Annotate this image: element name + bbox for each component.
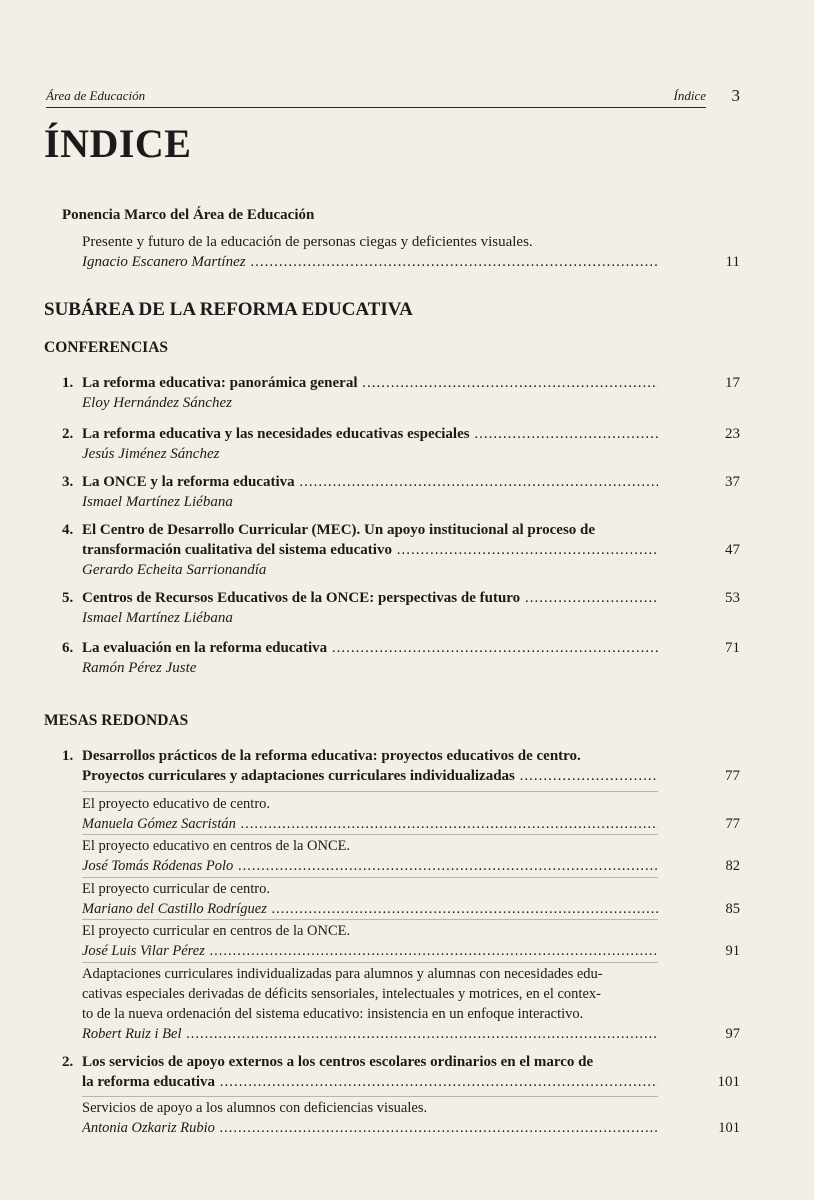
page-title: ÍNDICE (44, 121, 192, 166)
entry-page: 17 (725, 375, 740, 391)
sub-page: 91 (725, 943, 740, 959)
entry-title-line-1: El Centro de Desarrollo Curricular (MEC). Un apoyo institucional al proceso de (82, 522, 596, 538)
divider (82, 834, 658, 835)
entry-title: La ONCE y la reforma educativa (82, 474, 295, 490)
entry-number: 1. (62, 748, 74, 764)
page-number: 3 (731, 86, 740, 105)
entry-title-line-2: la reforma educativa ..... (62, 1072, 658, 1092)
conferencia-1 (62, 373, 740, 413)
sub-author: Mariano del Castillo Rodríguez ..... (82, 899, 658, 919)
mesa-1-sub-1 (82, 794, 740, 834)
sub-title: El proyecto educativo en centros de la ONCE. (82, 838, 351, 854)
conferencia-3 (62, 472, 740, 512)
entry-number: 5. (62, 590, 74, 606)
conferencias-heading: CONFERENCIAS (44, 339, 169, 356)
mesa-1-sub-2 (82, 836, 740, 876)
entry-author: Eloy Hernández Sánchez (82, 395, 232, 411)
divider (82, 1096, 658, 1097)
ponencia-author-row (82, 252, 740, 272)
sub-page: 101 (718, 1120, 740, 1136)
ponencia-page: 11 (725, 254, 740, 270)
entry-title-line-2: transformación cualitativa del sistema educativo ..... (62, 540, 658, 560)
entry-page: 53 (725, 590, 740, 606)
mesa-1-sub-5 (82, 964, 740, 1044)
sub-page: 85 (725, 901, 740, 917)
entry-author: Gerardo Echeita Sarrionandía (82, 562, 267, 578)
conferencia-2 (62, 424, 740, 464)
divider (82, 791, 658, 792)
sub-author: Robert Ruiz i Bel ..... (82, 1024, 658, 1044)
conferencia-4 (62, 520, 740, 580)
entry-page: 77 (725, 768, 740, 784)
entry-number: 2. (62, 1054, 74, 1070)
mesa-2 (62, 1052, 740, 1092)
sub-page: 77 (725, 816, 740, 832)
header-rule (46, 107, 706, 108)
entry-number: 1. (62, 375, 74, 391)
entry-page: 47 (725, 542, 740, 558)
sub-title: El proyecto educativo de centro. (82, 796, 271, 812)
sub-author: José Tomás Ródenas Polo ..... (82, 856, 658, 876)
conferencia-5 (62, 588, 740, 628)
sub-title: El proyecto curricular en centros de la ONCE. (82, 923, 351, 939)
running-head-title: Índice (673, 88, 706, 103)
divider (82, 877, 658, 878)
divider (82, 962, 658, 963)
sub-page: 82 (725, 858, 740, 874)
entry-number: 3. (62, 474, 74, 490)
ponencia-author: Ignacio Escanero Martínez ..... (82, 252, 658, 272)
entry-page: 37 (725, 474, 740, 490)
mesa-2-sub-1 (82, 1098, 740, 1138)
entry-title: La reforma educativa y las necesidades educativas especiales (82, 426, 470, 442)
sub-title-line-1: Adaptaciones curriculares individualizadas para alumnos y alumnas con necesidades edu- (82, 966, 603, 982)
divider (82, 919, 658, 920)
running-head (46, 88, 740, 110)
entry-title: Centros de Recursos Educativos de la ONCE: perspectivas de futuro (82, 590, 521, 606)
entry-number: 2. (62, 426, 74, 442)
entry-title-line-1: Desarrollos prácticos de la reforma educativa: proyectos educativos de centro. (82, 748, 581, 764)
mesa-1-sub-3 (82, 879, 740, 919)
sub-title-line-3: to de la nueva ordenación del sistema educativo: insistencia en un enfoque interactivo. (82, 1006, 584, 1022)
sub-title: Servicios de apoyo a los alumnos con deficiencias visuales. (82, 1100, 428, 1116)
entry-page: 23 (725, 426, 740, 442)
sub-title: El proyecto curricular de centro. (82, 881, 271, 897)
ponencia-text: Presente y futuro de la educación de personas ciegas y deficientes visuales. (82, 234, 533, 250)
entry-page: 71 (725, 640, 740, 656)
ponencia-entry (62, 204, 740, 272)
entry-author: Ismael Martínez Liébana (82, 610, 233, 626)
entry-title-line-1: Los servicios de apoyo externos a los centros escolares ordinarios en el marco de (82, 1054, 594, 1070)
entry-title-line-2: Proyectos curriculares y adaptaciones curriculares individualizadas ..... (62, 766, 658, 786)
mesa-1 (62, 746, 740, 786)
entry-author: Ismael Martínez Liébana (82, 494, 233, 510)
conferencia-6 (62, 638, 740, 678)
mesa-1-sub-4 (82, 921, 740, 961)
entry-author: Ramón Pérez Juste (82, 660, 197, 676)
entry-title: La reforma educativa: panorámica general (82, 375, 358, 391)
sub-author: Manuela Gómez Sacristán ..... (82, 814, 658, 834)
ponencia-heading: Ponencia Marco del Área de Educación (62, 207, 315, 223)
sub-author: José Luis Vilar Pérez ..... (82, 941, 658, 961)
mesas-heading: MESAS REDONDAS (44, 712, 189, 729)
sub-author: Antonia Ozkariz Rubio ..... (82, 1118, 658, 1138)
entry-number: 6. (62, 640, 74, 656)
sub-title-line-2: cativas especiales derivadas de déficits sensoriales, intelectuales y motrices, en el contex- (82, 986, 601, 1002)
subarea-heading: SUBÁREA DE LA REFORMA EDUCATIVA (44, 299, 413, 320)
sub-page: 97 (725, 1026, 740, 1042)
entry-page: 101 (717, 1074, 740, 1090)
running-head-section: Área de Educación (46, 88, 146, 103)
entry-title: La evaluación en la reforma educativa (82, 640, 328, 656)
entry-author: Jesús Jiménez Sánchez (82, 446, 220, 462)
entry-number: 4. (62, 522, 74, 538)
